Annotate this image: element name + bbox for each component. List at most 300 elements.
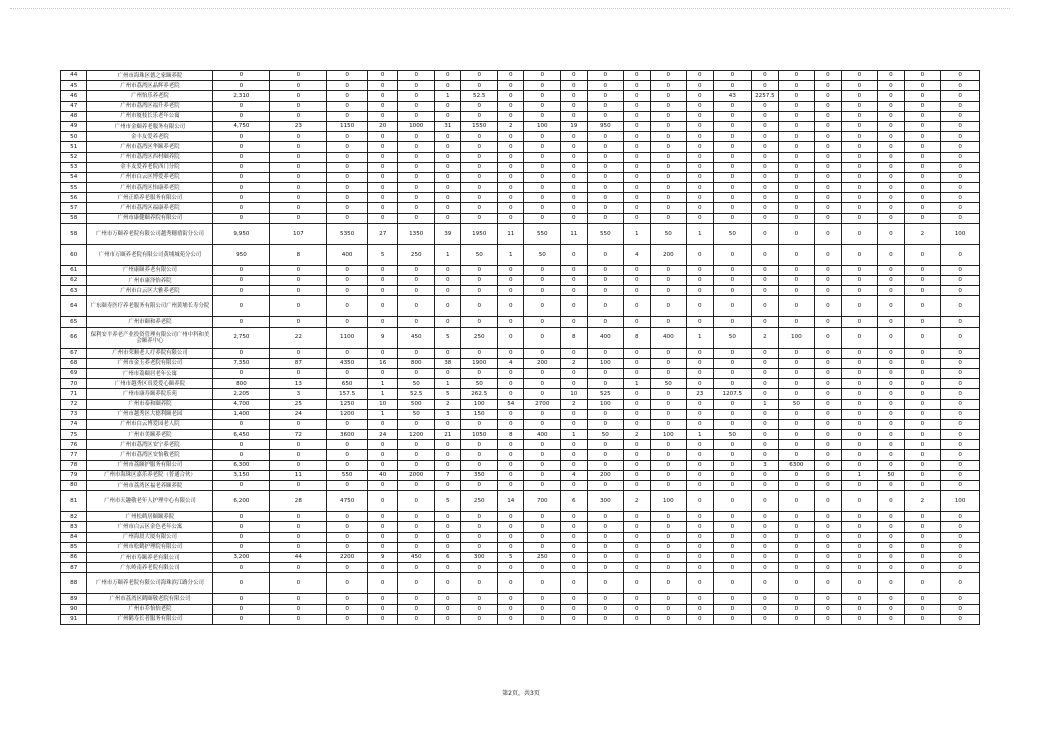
value-cell: 1900	[461, 358, 498, 368]
value-cell: 3	[435, 409, 461, 419]
row-index-cell: 47	[61, 101, 87, 111]
value-cell: 0	[524, 563, 561, 573]
value-cell: 0	[841, 512, 878, 522]
institution-name-cell: 广州市白云区金色老年公寓	[87, 522, 213, 532]
value-cell: 0	[713, 368, 752, 378]
value-cell: 0	[878, 430, 904, 440]
institution-name-cell: 广州市万颐养老院有限公司越秀穗禧街分公司	[87, 223, 213, 244]
value-cell: 0	[398, 419, 435, 429]
value-cell: 0	[878, 379, 904, 389]
value-cell: 0	[841, 542, 878, 552]
value-cell: 0	[778, 244, 815, 265]
value-cell: 0	[904, 203, 941, 213]
value-cell: 0	[650, 604, 687, 614]
value-cell: 0	[941, 203, 980, 213]
value-cell: 0	[713, 203, 752, 213]
table-row	[61, 101, 980, 111]
value-cell: 0	[878, 409, 904, 419]
value-cell: 0	[752, 552, 778, 562]
value-cell: 0	[461, 512, 498, 522]
value-cell: 0	[941, 265, 980, 275]
value-cell: 1250	[327, 399, 368, 409]
value-cell: 0	[841, 358, 878, 368]
table-row	[61, 132, 980, 142]
value-cell: 38	[435, 358, 461, 368]
value-cell: 0	[524, 573, 561, 594]
value-cell: 0	[778, 183, 815, 193]
value-cell: 0	[524, 152, 561, 162]
institution-name-cell: 广州市荔湾区福升养老院	[87, 101, 213, 111]
value-cell: 50	[650, 379, 687, 389]
value-cell: 0	[752, 183, 778, 193]
value-cell: 0	[461, 213, 498, 223]
value-cell: 0	[752, 132, 778, 142]
table-row	[61, 276, 980, 286]
value-cell: 100	[650, 430, 687, 440]
value-cell: 1	[367, 389, 397, 399]
value-cell: 0	[561, 244, 587, 265]
value-cell: 0	[941, 172, 980, 182]
value-cell: 0	[587, 614, 624, 624]
row-index-cell: 91	[61, 614, 87, 624]
value-cell: 1	[624, 379, 650, 389]
value-cell: 0	[650, 470, 687, 480]
value-cell: 43	[713, 91, 752, 101]
value-cell: 0	[561, 512, 587, 522]
value-cell: 0	[270, 440, 327, 450]
value-cell: 0	[904, 358, 941, 368]
value-cell: 0	[687, 172, 713, 182]
table-row	[61, 152, 980, 162]
value-cell: 0	[687, 594, 713, 604]
institution-name-cell: 广州市松鹤护理院有限公司	[87, 542, 213, 552]
value-cell: 0	[435, 368, 461, 378]
value-cell: 0	[841, 614, 878, 624]
value-cell: 0	[650, 121, 687, 131]
value-cell: 400	[650, 327, 687, 348]
value-cell: 0	[270, 296, 327, 317]
subsidy-table	[60, 70, 980, 625]
table-row	[61, 142, 980, 152]
value-cell: 0	[752, 296, 778, 317]
institution-name-cell: 广州怡乐养老院	[87, 91, 213, 101]
value-cell: 0	[778, 552, 815, 562]
value-cell: 0	[687, 542, 713, 552]
value-cell: 0	[713, 542, 752, 552]
value-cell: 0	[878, 111, 904, 121]
value-cell: 0	[524, 450, 561, 460]
table-row	[61, 348, 980, 358]
table-row	[61, 542, 980, 552]
value-cell: 0	[815, 223, 841, 244]
value-cell: 0	[435, 152, 461, 162]
value-cell: 0	[398, 573, 435, 594]
value-cell: 0	[498, 409, 524, 419]
value-cell: 2	[904, 491, 941, 512]
value-cell: 0	[498, 172, 524, 182]
value-cell: 0	[498, 542, 524, 552]
value-cell: 0	[561, 213, 587, 223]
value-cell: 0	[904, 379, 941, 389]
value-cell: 0	[778, 594, 815, 604]
value-cell: 0	[713, 193, 752, 203]
value-cell: 0	[498, 368, 524, 378]
value-cell: 0	[904, 614, 941, 624]
value-cell: 0	[752, 470, 778, 480]
value-cell: 0	[327, 91, 368, 101]
value-cell: 0	[213, 71, 270, 81]
value-cell: 0	[841, 286, 878, 296]
value-cell: 0	[398, 132, 435, 142]
value-cell: 39	[435, 223, 461, 244]
value-cell: 0	[587, 91, 624, 101]
value-cell: 0	[650, 71, 687, 81]
value-cell: 0	[904, 81, 941, 91]
value-cell: 0	[435, 573, 461, 594]
value-cell: 0	[587, 368, 624, 378]
value-cell: 0	[904, 101, 941, 111]
value-cell: 0	[752, 172, 778, 182]
value-cell: 0	[878, 348, 904, 358]
value-cell: 0	[815, 348, 841, 358]
value-cell: 0	[524, 101, 561, 111]
value-cell: 0	[587, 162, 624, 172]
value-cell: 0	[624, 162, 650, 172]
value-cell: 0	[650, 91, 687, 101]
value-cell: 0	[841, 430, 878, 440]
value-cell: 0	[815, 121, 841, 131]
row-index-cell: 63	[61, 286, 87, 296]
value-cell: 54	[498, 399, 524, 409]
value-cell: 0	[815, 532, 841, 542]
row-index-cell: 45	[61, 81, 87, 91]
value-cell: 0	[524, 542, 561, 552]
table-row	[61, 594, 980, 604]
value-cell: 0	[941, 286, 980, 296]
value-cell: 0	[752, 522, 778, 532]
value-cell: 0	[815, 604, 841, 614]
value-cell: 0	[941, 542, 980, 552]
value-cell: 0	[687, 213, 713, 223]
value-cell: 0	[713, 162, 752, 172]
value-cell: 0	[778, 193, 815, 203]
value-cell: 1050	[461, 430, 498, 440]
value-cell: 0	[687, 460, 713, 470]
value-cell: 0	[327, 81, 368, 91]
value-cell: 0	[624, 193, 650, 203]
value-cell: 0	[587, 286, 624, 296]
value-cell: 0	[624, 481, 650, 491]
value-cell: 0	[624, 522, 650, 532]
value-cell: 0	[624, 111, 650, 121]
value-cell: 0	[815, 162, 841, 172]
value-cell: 0	[713, 563, 752, 573]
table-row	[61, 614, 980, 624]
value-cell: 0	[398, 460, 435, 470]
value-cell: 0	[435, 81, 461, 91]
row-index-cell: 75	[61, 430, 87, 440]
value-cell: 0	[815, 573, 841, 594]
value-cell: 0	[398, 101, 435, 111]
value-cell: 0	[904, 604, 941, 614]
value-cell: 0	[650, 111, 687, 121]
value-cell: 0	[941, 368, 980, 378]
value-cell: 0	[650, 440, 687, 450]
value-cell: 0	[752, 71, 778, 81]
value-cell: 0	[878, 101, 904, 111]
value-cell: 0	[904, 327, 941, 348]
value-cell: 0	[461, 368, 498, 378]
value-cell: 262.5	[461, 389, 498, 399]
table-row	[61, 193, 980, 203]
value-cell: 0	[941, 152, 980, 162]
value-cell: 0	[878, 542, 904, 552]
value-cell: 0	[213, 111, 270, 121]
value-cell: 0	[213, 142, 270, 152]
institution-name-cell: 广州市康寿颐养院乐苑	[87, 389, 213, 399]
value-cell: 1	[624, 223, 650, 244]
value-cell: 0	[778, 162, 815, 172]
value-cell: 0	[904, 91, 941, 101]
value-cell: 100	[941, 491, 980, 512]
value-cell: 40	[367, 470, 397, 480]
value-cell: 0	[327, 142, 368, 152]
value-cell: 0	[650, 358, 687, 368]
table-row	[61, 481, 980, 491]
value-cell: 0	[327, 203, 368, 213]
value-cell: 0	[461, 152, 498, 162]
value-cell: 0	[461, 162, 498, 172]
value-cell: 0	[270, 348, 327, 358]
value-cell: 0	[878, 327, 904, 348]
value-cell: 0	[841, 604, 878, 614]
table-row	[61, 573, 980, 594]
value-cell: 24	[270, 409, 327, 419]
value-cell: 0	[367, 460, 397, 470]
value-cell: 0	[327, 265, 368, 275]
value-cell: 0	[367, 317, 397, 327]
value-cell: 0	[398, 152, 435, 162]
institution-name-cell: 广州市荔湾区福康养老院	[87, 203, 213, 213]
value-cell: 0	[815, 542, 841, 552]
value-cell: 0	[841, 276, 878, 286]
value-cell: 0	[841, 183, 878, 193]
value-cell: 0	[904, 348, 941, 358]
value-cell: 0	[752, 430, 778, 440]
value-cell: 0	[367, 81, 397, 91]
value-cell: 0	[904, 172, 941, 182]
value-cell: 0	[367, 213, 397, 223]
value-cell: 0	[841, 111, 878, 121]
value-cell: 0	[461, 276, 498, 286]
institution-name-cell: 广州市荔湾区鹤颐敬老院有限公司	[87, 594, 213, 604]
value-cell: 0	[752, 111, 778, 121]
value-cell: 0	[778, 81, 815, 91]
value-cell: 0	[398, 142, 435, 152]
value-cell: 0	[270, 276, 327, 286]
institution-name-cell: 广州市荔湾区安宁养老院	[87, 440, 213, 450]
value-cell: 3600	[327, 430, 368, 440]
value-cell: 16	[367, 358, 397, 368]
value-cell: 0	[498, 327, 524, 348]
value-cell: 11	[561, 223, 587, 244]
value-cell: 0	[327, 132, 368, 142]
value-cell: 1550	[461, 121, 498, 131]
value-cell: 0	[650, 594, 687, 604]
value-cell: 0	[941, 348, 980, 358]
value-cell: 0	[878, 244, 904, 265]
value-cell: 2,310	[213, 91, 270, 101]
value-cell: 0	[841, 152, 878, 162]
value-cell: 0	[461, 81, 498, 91]
value-cell: 0	[367, 276, 397, 286]
value-cell: 0	[367, 286, 397, 296]
page-footer: 第2页，共3页	[502, 690, 540, 697]
value-cell: 0	[713, 244, 752, 265]
institution-name-cell: 广州市金玉养老院有限公司	[87, 358, 213, 368]
value-cell: 0	[941, 101, 980, 111]
value-cell: 0	[327, 101, 368, 111]
value-cell: 0	[687, 563, 713, 573]
value-cell: 0	[713, 450, 752, 460]
value-cell: 0	[778, 152, 815, 162]
value-cell: 1950	[461, 223, 498, 244]
value-cell: 0	[561, 286, 587, 296]
value-cell: 0	[270, 183, 327, 193]
value-cell: 100	[587, 358, 624, 368]
value-cell: 0	[815, 399, 841, 409]
value-cell: 0	[367, 614, 397, 624]
value-cell: 0	[524, 132, 561, 142]
value-cell: 0	[904, 440, 941, 450]
value-cell: 1	[498, 244, 524, 265]
value-cell: 0	[498, 614, 524, 624]
institution-name-cell: 广州市寿颐养老有限公司	[87, 552, 213, 562]
value-cell: 0	[213, 604, 270, 614]
value-cell: 0	[815, 265, 841, 275]
value-cell: 0	[524, 614, 561, 624]
value-cell: 0	[713, 358, 752, 368]
value-cell: 0	[213, 440, 270, 450]
value-cell: 0	[650, 132, 687, 142]
value-cell: 0	[398, 491, 435, 512]
institution-name-cell: 广州市荔湾区怡康养老院	[87, 183, 213, 193]
value-cell: 0	[878, 368, 904, 378]
row-index-cell: 86	[61, 552, 87, 562]
value-cell: 0	[327, 563, 368, 573]
value-cell: 0	[941, 532, 980, 542]
institution-name-cell: 广州市越秀区大德利颐老园	[87, 409, 213, 419]
table-row	[61, 358, 980, 368]
value-cell: 0	[687, 491, 713, 512]
value-cell: 0	[904, 481, 941, 491]
value-cell: 8	[624, 327, 650, 348]
institution-name-cell: 广州市海珠区德之家颐养院	[87, 71, 213, 81]
value-cell: 0	[498, 317, 524, 327]
value-cell: 0	[524, 91, 561, 101]
value-cell: 0	[270, 573, 327, 594]
value-cell: 1	[435, 91, 461, 101]
value-cell: 0	[461, 265, 498, 275]
value-cell: 0	[624, 296, 650, 317]
value-cell: 0	[778, 542, 815, 552]
value-cell: 0	[941, 460, 980, 470]
value-cell: 0	[587, 419, 624, 429]
value-cell: 0	[650, 512, 687, 522]
institution-name-cell: 广州市白云博爱园老人院	[87, 419, 213, 429]
value-cell: 0	[687, 265, 713, 275]
value-cell: 0	[841, 213, 878, 223]
value-cell: 0	[624, 132, 650, 142]
value-cell: 550	[524, 223, 561, 244]
value-cell: 0	[327, 111, 368, 121]
value-cell: 0	[270, 563, 327, 573]
value-cell: 0	[213, 532, 270, 542]
value-cell: 0	[367, 142, 397, 152]
value-cell: 0	[524, 512, 561, 522]
value-cell: 0	[587, 213, 624, 223]
value-cell: 0	[561, 317, 587, 327]
value-cell: 0	[878, 81, 904, 91]
value-cell: 0	[941, 389, 980, 399]
value-cell: 14	[498, 491, 524, 512]
value-cell: 0	[561, 532, 587, 542]
institution-name-cell: 保利安平养老产业投资管理有限公司广州中科和美会颐养中心	[87, 327, 213, 348]
value-cell: 23	[270, 121, 327, 131]
value-cell: 0	[778, 358, 815, 368]
value-cell: 0	[561, 142, 587, 152]
value-cell: 0	[687, 532, 713, 542]
value-cell: 0	[524, 409, 561, 419]
value-cell: 5	[435, 327, 461, 348]
value-cell: 100	[587, 399, 624, 409]
value-cell: 0	[624, 213, 650, 223]
row-index-cell: 51	[61, 142, 87, 152]
value-cell: 0	[752, 440, 778, 450]
value-cell: 7	[435, 470, 461, 480]
value-cell: 0	[713, 348, 752, 358]
value-cell: 0	[270, 101, 327, 111]
value-cell: 0	[398, 317, 435, 327]
value-cell: 0	[587, 203, 624, 213]
value-cell: 0	[367, 532, 397, 542]
row-index-cell: 58	[61, 223, 87, 244]
value-cell: 0	[687, 132, 713, 142]
value-cell: 0	[778, 563, 815, 573]
value-cell: 0	[587, 111, 624, 121]
row-index-cell: 87	[61, 563, 87, 573]
value-cell: 0	[270, 450, 327, 460]
value-cell: 250	[398, 244, 435, 265]
value-cell: 0	[778, 481, 815, 491]
value-cell: 0	[650, 162, 687, 172]
value-cell: 0	[752, 81, 778, 91]
value-cell: 0	[327, 348, 368, 358]
value-cell: 0	[878, 389, 904, 399]
value-cell: 1	[367, 409, 397, 419]
value-cell: 0	[778, 450, 815, 460]
value-cell: 0	[561, 111, 587, 121]
row-index-cell: 83	[61, 522, 87, 532]
value-cell: 0	[650, 265, 687, 275]
value-cell: 0	[561, 563, 587, 573]
value-cell: 0	[778, 286, 815, 296]
table-row	[61, 265, 980, 275]
table-row	[61, 430, 980, 440]
value-cell: 0	[398, 532, 435, 542]
value-cell: 0	[367, 162, 397, 172]
value-cell: 0	[327, 317, 368, 327]
